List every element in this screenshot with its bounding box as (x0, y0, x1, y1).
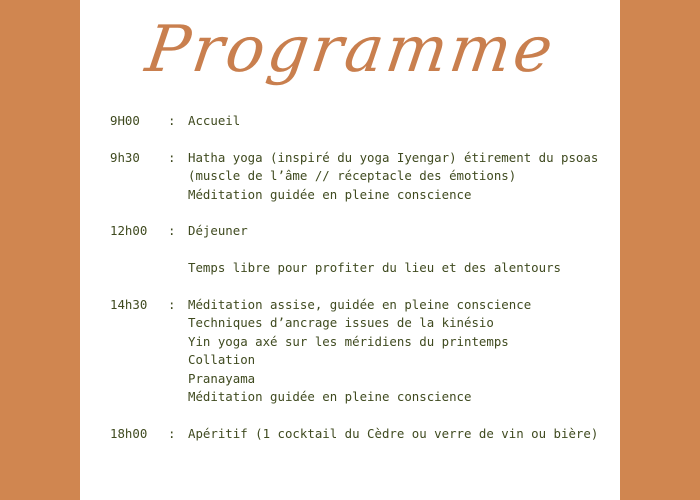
schedule-entry-0900 (110, 112, 610, 130)
schedule-entry-1430 (110, 296, 610, 406)
entry-time: 18h00 (110, 425, 148, 441)
entry-line: Accueil (188, 113, 241, 128)
entry-line: Méditation guidée en pleine conscience (188, 186, 472, 202)
entry-line: Pranayama (188, 370, 256, 386)
entry-line: Déjeuner (188, 223, 248, 239)
entry-time: 12h00 (110, 223, 148, 239)
entry-line: Hatha yoga (inspiré du yoga Iyengar) étirement du psoas (188, 149, 599, 165)
entry-line: Apéritif (1 cocktail du Cèdre ou verre de vin ou bière) (188, 425, 599, 441)
program-page (80, 0, 620, 500)
entry-time: 14h30 (110, 297, 148, 312)
entry-separator: : (168, 113, 176, 128)
entry-separator: : (168, 149, 176, 165)
page-title: Programme (141, 13, 560, 87)
entry-line: Méditation assise, guidée en pleine conscience (188, 297, 532, 312)
entry-line: (muscle de l’âme // réceptacle des émotions) (188, 168, 517, 184)
schedule-entry-0930 (110, 149, 610, 204)
entry-line: Yin yoga axé sur les méridiens du printemps (188, 333, 509, 349)
entry-line: Techniques d’ancrage issues de la kinésio (188, 315, 494, 331)
entry-time: 9H00 (110, 113, 140, 128)
entry-time: 9h30 (110, 149, 140, 165)
entry-line: Temps libre pour profiter du lieu et des alentours (188, 260, 561, 276)
schedule-list (110, 112, 610, 462)
entry-separator: : (168, 297, 176, 312)
entry-line: Méditation guidée en pleine conscience (188, 389, 472, 405)
entry-separator: : (168, 425, 176, 441)
schedule-entry-1200 (110, 222, 610, 240)
schedule-entry-free-time (110, 259, 610, 277)
entry-separator: : (168, 223, 176, 239)
schedule-entry-1800 (110, 425, 610, 443)
entry-line: Collation (188, 352, 256, 368)
